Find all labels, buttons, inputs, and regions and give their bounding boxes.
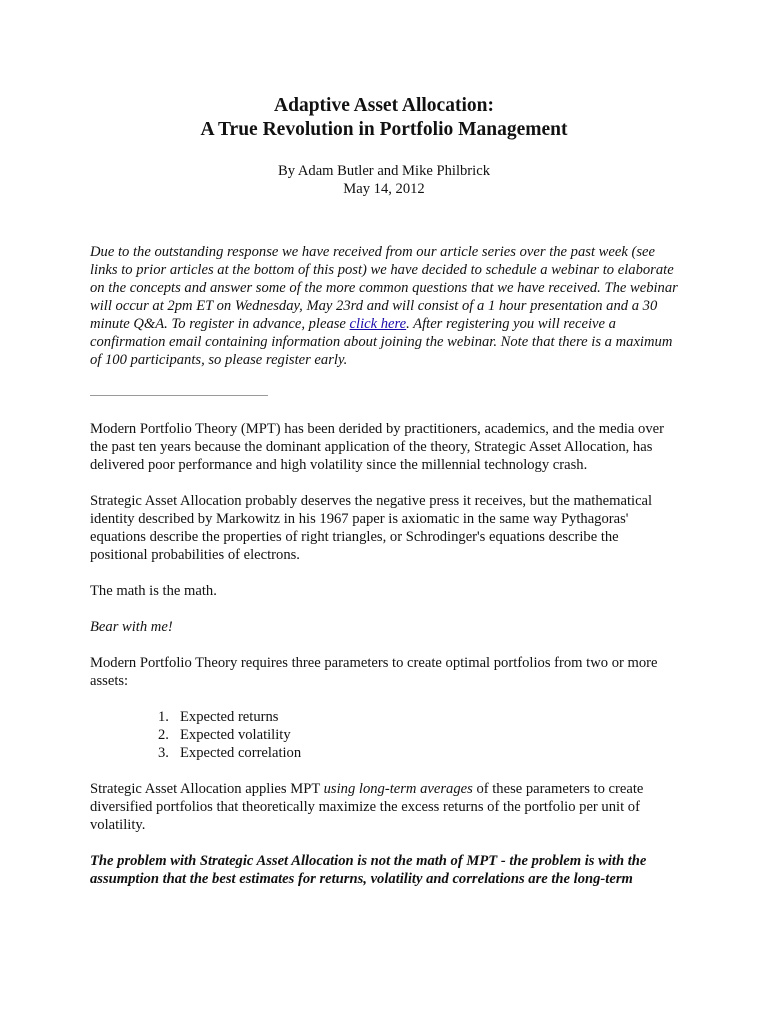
paragraph-problem-statement: The problem with Strategic Asset Allocation is not the math of MPT - the problem is with the assumption that the best estimates for returns, volatility and correlations are the long-term — [90, 853, 647, 887]
list-text: Expected returns — [180, 709, 279, 725]
parameter-list — [90, 708, 678, 762]
paragraph-three-parameters: Modern Portfolio Theory requires three parameters to create optimal portfolios from two or more assets: — [90, 655, 658, 689]
list-item — [90, 726, 678, 744]
list-number: 1. — [158, 709, 169, 725]
paragraph-mpt-derided: Modern Portfolio Theory (MPT) has been derided by practitioners, academics, and the media over the past ten years because the dominant application of the theory, Strategic Asset Allocation, has delivered poor performance and high volatility since the millennial technology crash. — [90, 421, 664, 473]
document-title — [90, 94, 678, 142]
list-number: 2. — [158, 727, 169, 743]
list-number: 3. — [158, 745, 169, 761]
paragraph-bear-with-me: Bear with me! — [90, 619, 173, 635]
emphasis-long-term-averages: using long-term averages — [323, 781, 473, 797]
authors: By Adam Butler and Mike Philbrick — [278, 163, 490, 179]
paragraph-math: The math is the math. — [90, 583, 217, 599]
webinar-notice — [90, 243, 678, 369]
webinar-notice-text-before: Due to the outstanding response we have received from our article series over the past week (see links to prior articles at the bottom of this post) we have decided to schedule a webinar to elaborate on the concepts and answer some of the more common questions that we have received. The webinar will occur at 2pm ET on Wednesday, May 23rd and will consist of a 1 hour presentation and a 30 minute Q&A. To register in advance, please — [90, 244, 678, 332]
section-divider — [90, 395, 268, 396]
paragraph-text-before: Strategic Asset Allocation applies MPT — [90, 781, 324, 797]
publish-date: May 14, 2012 — [343, 181, 425, 197]
title-line-2: A True Revolution in Portfolio Management — [200, 119, 568, 140]
byline — [90, 162, 678, 198]
list-item — [90, 744, 678, 762]
register-link[interactable]: click here — [349, 316, 407, 332]
list-item — [90, 708, 678, 726]
paragraph-long-term-averages — [90, 780, 678, 834]
webinar-notice-text-after: . After registering you will receive a confirmation email containing information about joining the webinar. Note that there is a maximum of 100 participants, so please register early. — [90, 316, 673, 368]
list-text: Expected volatility — [180, 727, 291, 743]
paragraph-text-after: of these parameters to create diversified portfolios that theoretically maximize the excess returns of the portfolio per unit of volatility. — [90, 781, 644, 833]
title-line-1: Adaptive Asset Allocation: — [274, 95, 494, 116]
paragraph-strategic-allocation: Strategic Asset Allocation probably deserves the negative press it receives, but the mathematical identity described by Markowitz in his 1967 paper is axiomatic in the same way Pythagoras' equations describe the properties of right triangles, or Schrodinger's equations describe the positional probabilities of electrons. — [90, 493, 653, 563]
list-text: Expected correlation — [180, 745, 302, 761]
